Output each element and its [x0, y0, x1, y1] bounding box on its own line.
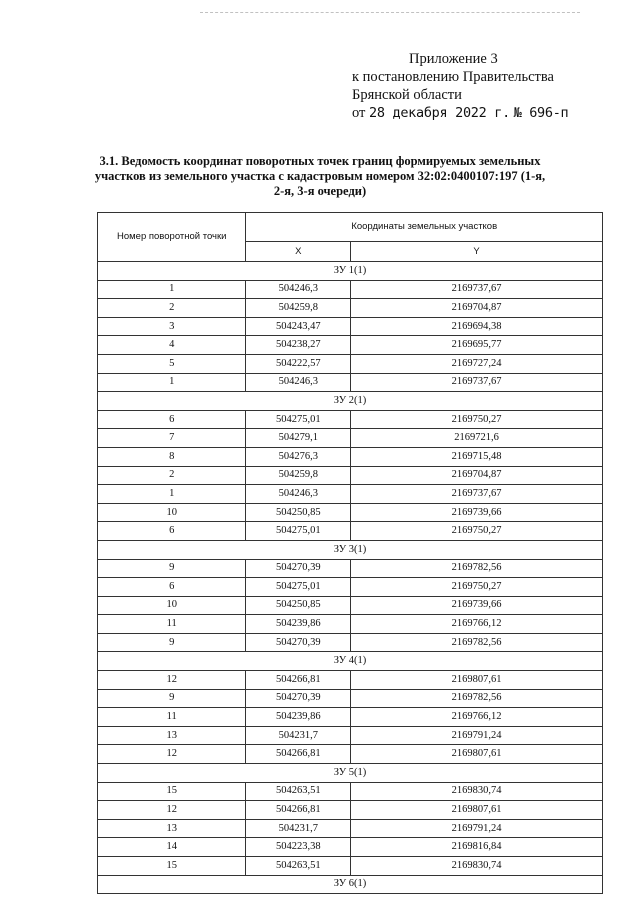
table-row: [98, 745, 603, 764]
x-coordinate-cell: 504279,1: [246, 429, 351, 448]
point-number-cell: 7: [98, 429, 246, 448]
point-number-cell: 10: [98, 503, 246, 522]
parcel-group-title: ЗУ 3(1): [98, 540, 603, 559]
x-coordinate-cell: 504243,47: [246, 317, 351, 336]
y-coordinate-cell: 2169694,38: [351, 317, 603, 336]
y-coordinate-cell: 2169816,84: [351, 838, 603, 857]
table-row: [98, 336, 603, 355]
y-coordinate-cell: 2169739,66: [351, 503, 603, 522]
parcel-group-title: ЗУ 2(1): [98, 392, 603, 411]
group-row: [98, 392, 603, 411]
date-stamp: 28 декабря 2022 г.: [369, 105, 510, 121]
point-number-cell: 12: [98, 801, 246, 820]
parcel-group-title: ЗУ 5(1): [98, 764, 603, 783]
x-coordinate-cell: 504239,86: [246, 708, 351, 727]
table-row: [98, 615, 603, 634]
y-coordinate-cell: 2169739,66: [351, 596, 603, 615]
coordinates-table: [97, 212, 603, 894]
point-number-cell: 13: [98, 726, 246, 745]
group-row: [98, 875, 603, 894]
coordinates-table-body: [98, 262, 603, 894]
point-number-cell: 9: [98, 633, 246, 652]
x-coordinate-cell: 504270,39: [246, 689, 351, 708]
point-number-cell: 15: [98, 857, 246, 876]
parcel-group-title: ЗУ 4(1): [98, 652, 603, 671]
group-row: [98, 764, 603, 783]
y-coordinate-cell: 2169750,27: [351, 578, 603, 597]
y-coordinate-cell: 2169830,74: [351, 782, 603, 801]
table-row: [98, 280, 603, 299]
column-header-point: Номер поворотной точки: [98, 213, 246, 262]
point-number-cell: 4: [98, 336, 246, 355]
table-row: [98, 354, 603, 373]
statement-heading: 3.1. Ведомость координат поворотных точек границ формируемых земельных участков из земельного участка с кадастровым номером 32:02:0400107:197 (1-я, 2-я, 3-я очереди): [94, 154, 546, 198]
table-row: [98, 317, 603, 336]
x-coordinate-cell: 504270,39: [246, 633, 351, 652]
document-number: № 696-п: [513, 105, 569, 121]
y-coordinate-cell: 2169721,6: [351, 429, 603, 448]
column-header-coordinates: Координаты земельных участков: [246, 213, 603, 242]
x-coordinate-cell: 504266,81: [246, 745, 351, 764]
x-coordinate-cell: 504238,27: [246, 336, 351, 355]
x-coordinate-cell: 504270,39: [246, 559, 351, 578]
x-coordinate-cell: 504231,7: [246, 726, 351, 745]
group-row: [98, 652, 603, 671]
group-row: [98, 540, 603, 559]
y-coordinate-cell: 2169737,67: [351, 373, 603, 392]
scan-artifact-line: [200, 12, 580, 14]
table-row: [98, 857, 603, 876]
y-coordinate-cell: 2169750,27: [351, 522, 603, 541]
x-coordinate-cell: 504259,8: [246, 299, 351, 318]
x-coordinate-cell: 504266,81: [246, 671, 351, 690]
table-row: [98, 578, 603, 597]
table-row: [98, 429, 603, 448]
y-coordinate-cell: 2169695,77: [351, 336, 603, 355]
x-coordinate-cell: 504223,38: [246, 838, 351, 857]
parcel-group-title: ЗУ 6(1): [98, 875, 603, 894]
appendix-region: Брянской области: [352, 87, 462, 103]
y-coordinate-cell: 2169766,12: [351, 708, 603, 727]
appendix-header: [352, 50, 568, 122]
point-number-cell: 2: [98, 466, 246, 485]
column-header-y: Y: [351, 242, 603, 262]
table-row: [98, 633, 603, 652]
x-coordinate-cell: 504222,57: [246, 354, 351, 373]
x-coordinate-cell: 504275,01: [246, 578, 351, 597]
point-number-cell: 10: [98, 596, 246, 615]
point-number-cell: 9: [98, 689, 246, 708]
point-number-cell: 15: [98, 782, 246, 801]
x-coordinate-cell: 504276,3: [246, 447, 351, 466]
table-row: [98, 708, 603, 727]
x-coordinate-cell: 504246,3: [246, 373, 351, 392]
x-coordinate-cell: 504239,86: [246, 615, 351, 634]
x-coordinate-cell: 504263,51: [246, 857, 351, 876]
point-number-cell: 1: [98, 373, 246, 392]
point-number-cell: 13: [98, 819, 246, 838]
table-row: [98, 596, 603, 615]
y-coordinate-cell: 2169807,61: [351, 671, 603, 690]
point-number-cell: 6: [98, 578, 246, 597]
x-coordinate-cell: 504246,3: [246, 280, 351, 299]
table-row: [98, 838, 603, 857]
point-number-cell: 11: [98, 708, 246, 727]
table-row: [98, 726, 603, 745]
y-coordinate-cell: 2169782,56: [351, 633, 603, 652]
x-coordinate-cell: 504250,85: [246, 596, 351, 615]
table-row: [98, 819, 603, 838]
y-coordinate-cell: 2169727,24: [351, 354, 603, 373]
point-number-cell: 6: [98, 522, 246, 541]
table-row: [98, 782, 603, 801]
x-coordinate-cell: 504259,8: [246, 466, 351, 485]
table-row: [98, 466, 603, 485]
y-coordinate-cell: 2169715,48: [351, 447, 603, 466]
point-number-cell: 1: [98, 485, 246, 504]
table-row: [98, 485, 603, 504]
table-row: [98, 801, 603, 820]
appendix-resolution: к постановлению Правительства: [352, 69, 554, 85]
table-row: [98, 373, 603, 392]
y-coordinate-cell: 2169782,56: [351, 689, 603, 708]
x-coordinate-cell: 504231,7: [246, 819, 351, 838]
x-coordinate-cell: 504246,3: [246, 485, 351, 504]
point-number-cell: 5: [98, 354, 246, 373]
y-coordinate-cell: 2169791,24: [351, 819, 603, 838]
x-coordinate-cell: 504275,01: [246, 410, 351, 429]
y-coordinate-cell: 2169791,24: [351, 726, 603, 745]
y-coordinate-cell: 2169830,74: [351, 857, 603, 876]
point-number-cell: 2: [98, 299, 246, 318]
y-coordinate-cell: 2169782,56: [351, 559, 603, 578]
column-header-x: X: [246, 242, 351, 262]
x-coordinate-cell: 504266,81: [246, 801, 351, 820]
date-prefix: от: [352, 105, 366, 121]
point-number-cell: 12: [98, 745, 246, 764]
table-row: [98, 299, 603, 318]
point-number-cell: 1: [98, 280, 246, 299]
table-row: [98, 559, 603, 578]
y-coordinate-cell: 2169807,61: [351, 745, 603, 764]
x-coordinate-cell: 504250,85: [246, 503, 351, 522]
appendix-title: Приложение 3: [409, 51, 498, 67]
x-coordinate-cell: 504275,01: [246, 522, 351, 541]
y-coordinate-cell: 2169704,87: [351, 466, 603, 485]
table-row: [98, 410, 603, 429]
point-number-cell: 14: [98, 838, 246, 857]
y-coordinate-cell: 2169750,27: [351, 410, 603, 429]
point-number-cell: 9: [98, 559, 246, 578]
point-number-cell: 11: [98, 615, 246, 634]
table-row: [98, 689, 603, 708]
appendix-date-line: [352, 104, 568, 122]
table-row: [98, 522, 603, 541]
parcel-group-title: ЗУ 1(1): [98, 262, 603, 281]
point-number-cell: 12: [98, 671, 246, 690]
table-row: [98, 503, 603, 522]
group-row: [98, 262, 603, 281]
y-coordinate-cell: 2169704,87: [351, 299, 603, 318]
table-row: [98, 671, 603, 690]
point-number-cell: 8: [98, 447, 246, 466]
y-coordinate-cell: 2169807,61: [351, 801, 603, 820]
table-row: [98, 447, 603, 466]
x-coordinate-cell: 504263,51: [246, 782, 351, 801]
y-coordinate-cell: 2169737,67: [351, 485, 603, 504]
point-number-cell: 6: [98, 410, 246, 429]
y-coordinate-cell: 2169737,67: [351, 280, 603, 299]
point-number-cell: 3: [98, 317, 246, 336]
y-coordinate-cell: 2169766,12: [351, 615, 603, 634]
